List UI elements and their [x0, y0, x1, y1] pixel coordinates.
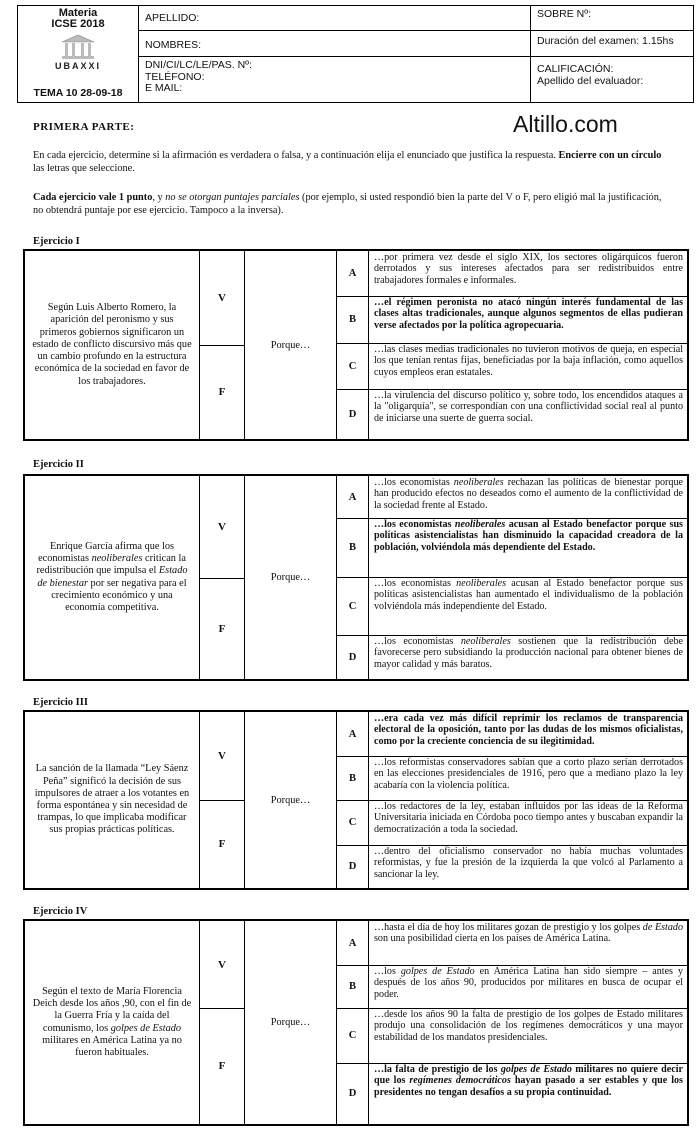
- option-part: …los: [374, 966, 401, 977]
- statement-italic: Estado de bienestar: [37, 565, 188, 589]
- option-part: rechazan las políticas de bienestar porque han producido efectos no deseados como el aumento de la conflictividad de la sociedad frente al Estado.: [374, 477, 683, 511]
- exercise-statement: [25, 476, 200, 679]
- false-option[interactable]: F: [200, 1008, 245, 1124]
- option-letter[interactable]: D: [337, 845, 369, 888]
- option-text: [369, 921, 687, 965]
- option-text: …los reformistas conservadores sabían que a corto plazo serían derrotados en las elecciones presidenciales de 1916, pero que a mediano plazo la ley acabaría con la violencia política.: [374, 757, 683, 791]
- dni-label: DNI/CI/LC/LE/PAS. Nº:: [145, 59, 252, 71]
- exam-header: [17, 5, 694, 103]
- exercise-4: [23, 919, 689, 1126]
- option-letter[interactable]: C: [337, 800, 369, 845]
- option-part: …hasta el día de hoy los militares gozan de prestigio y los golpes: [374, 922, 643, 933]
- exercise-2: [23, 474, 689, 681]
- names-field[interactable]: NOMBRES:: [139, 31, 531, 57]
- option-text: [369, 1063, 687, 1124]
- option-italic: golpes de Estado: [400, 966, 475, 977]
- option-letter[interactable]: C: [337, 1008, 369, 1063]
- exercise-1: [23, 249, 689, 441]
- false-option[interactable]: F: [200, 578, 245, 679]
- option-text: [369, 1008, 687, 1063]
- option-letter[interactable]: A: [337, 251, 369, 296]
- option-text: [369, 518, 687, 577]
- statement-part: militares en América Latina ya no fueron habituales.: [42, 1034, 182, 1058]
- option-part: …los economistas: [374, 519, 455, 530]
- surname-field[interactable]: APELLIDO:: [139, 6, 531, 31]
- option-italic: de Estado: [642, 922, 683, 933]
- statement-italic: neoliberales: [91, 553, 143, 565]
- instructions-bold: Encierre con un círculo: [558, 150, 662, 161]
- columns-icon: [60, 34, 96, 60]
- option-italic: neoliberales: [454, 519, 506, 530]
- exercise-title: Ejercicio II: [33, 459, 84, 470]
- true-option[interactable]: V: [200, 251, 245, 345]
- option-text: …dentro del oficialismo conservador no había muchas voluntades reformistas, y fue la presión de la izquierda la que volcó al Parlamento a sancionar la ley.: [374, 846, 683, 880]
- option-letter[interactable]: D: [337, 1063, 369, 1124]
- envelope-number-field[interactable]: SOBRE Nº:: [531, 6, 693, 31]
- option-letter[interactable]: D: [337, 635, 369, 679]
- option-italic: neoliberales: [453, 477, 504, 488]
- false-option[interactable]: F: [200, 800, 245, 888]
- true-option[interactable]: V: [200, 921, 245, 1008]
- true-option[interactable]: V: [200, 712, 245, 800]
- option-text: [369, 635, 687, 679]
- exercise-title: Ejercicio III: [33, 697, 88, 708]
- exam-duration: Duración del examen: 1.15hs: [531, 31, 693, 57]
- option-part: …los economistas: [374, 636, 461, 647]
- email-label: E MAIL:: [145, 82, 183, 94]
- option-letter[interactable]: B: [337, 518, 369, 577]
- option-letter[interactable]: C: [337, 577, 369, 635]
- because-label: Porque…: [245, 251, 337, 439]
- option-italic: neoliberales: [456, 578, 507, 589]
- option-text: …el régimen peronista no atacó ningún interés fundamental de las clases altas tradicionales, aunque algunos segmentos de ellas pudieran verse afectados por la política agropecuaria.: [374, 297, 683, 331]
- option-part: acusan al Estado benefactor porque sus políticas asistencialistas han aumentado el individualismo de la población volviéndola más independiente del Estado.: [374, 578, 683, 612]
- evaluator-label: Apellido del evaluador:: [537, 74, 644, 87]
- option-text: …era cada vez más difícil reprimir los reclamos de transparencia electoral de la oposición, tanto por las dudas de los mismos oficialistas, como por la creciente conciencia de su ilegitimidad.: [374, 713, 683, 747]
- exam-topic: TEMA 10 28-09-18: [33, 87, 123, 99]
- option-italic: golpes de Estado: [500, 1064, 572, 1075]
- subject-code: ICSE 2018: [51, 18, 105, 30]
- statement-italic: golpes de Estado: [110, 1022, 182, 1034]
- because-label: Porque…: [245, 921, 337, 1124]
- exercise-title: Ejercicio I: [33, 236, 80, 247]
- statement-part: por ser negativa para el crecimiento económico y una economía competitiva.: [51, 577, 187, 613]
- option-text: …la virulencia del discurso político y, sobre todo, los encendidos ataques a la "oligarquía", se correspondían con una conflictividad social real al punto de iniciarse una suerte de guerra social.: [374, 390, 683, 424]
- option-text: …por primera vez desde el siglo XIX, los sectores oligárquicos fueron derrotados y sus intereses afectados para ser redistribuidos entre trabajadores formales e informales.: [374, 252, 683, 286]
- true-option[interactable]: V: [200, 476, 245, 578]
- option-part: hayan pasado a ser estables y que los presidentes no tengan desafíos a su propia continuidad.: [374, 1075, 683, 1098]
- option-letter[interactable]: A: [337, 921, 369, 965]
- option-part: militares no quiere decir que los: [374, 1064, 683, 1087]
- scoring-mid: , y: [152, 192, 166, 203]
- phone-label: TELÉFONO:: [145, 70, 205, 83]
- option-italic: regímenes democráticos: [409, 1075, 511, 1087]
- option-letter[interactable]: B: [337, 965, 369, 1008]
- instructions-text: En cada ejercicio, determine si la afirmación es verdadera o falsa, y a continuación elija el enunciado que justifica la respuesta.: [33, 150, 556, 161]
- option-part: en América Latina han sido siempre – antes y después de los años 90, producidos por militares en busca de ocupar el poder.: [374, 966, 683, 1000]
- grade-label: CALIFICACIÓN:: [537, 63, 614, 75]
- option-letter[interactable]: D: [337, 389, 369, 439]
- scoring-bold: Cada ejercicio vale 1 punto: [33, 192, 153, 203]
- option-text: [369, 577, 687, 635]
- option-part: acusan al Estado benefactor porque sus políticas asistencialistas han disminuido la capacidad creadora de la población, volviéndola más dependiente del Estado.: [374, 519, 683, 553]
- id-contact-field[interactable]: [139, 57, 531, 102]
- option-text: [369, 476, 687, 518]
- because-label: Porque…: [245, 712, 337, 888]
- option-text: …las clases medias tradicionales no tuvieron motivos de queja, en especial los que tenían rentas fijas, beneficiadas por la baja inflación, como aquellos cuyos empleos eran estatales.: [374, 344, 683, 378]
- option-text: [369, 965, 687, 1008]
- statement-part: critican la redistribución que impulsa el: [36, 553, 186, 577]
- option-letter[interactable]: B: [337, 756, 369, 800]
- exercise-3: [23, 710, 689, 890]
- option-part: …los economistas: [374, 578, 457, 589]
- option-part: …desde los años 90 la falta de prestigio de los golpes de Estado militares produjo una consolidación de los regímenes democráticos y una mayor estabilidad de los mandatos presidenciales.: [374, 1009, 683, 1043]
- exercise-statement: [25, 921, 200, 1124]
- option-part: …la falta de prestigio de los: [374, 1064, 501, 1075]
- instructions-tail: las letras que seleccione.: [33, 162, 135, 174]
- option-letter[interactable]: A: [337, 712, 369, 756]
- statement-part: Según el texto de María Florencia Deich desde los años ,90, con el fin de la Guerra Fría y la caída del comunismo, los: [32, 985, 192, 1034]
- option-part: sostienen que la redistribución debe favorecerse pero subsidiando la producción nacional para obtener bienes de mayor calidad y más baratos.: [374, 636, 683, 670]
- false-option[interactable]: F: [200, 345, 245, 439]
- scoring-tail: (por ejemplo, si usted respondió bien la parte del V o F, pero eligió mal la justificación, no obtendrá puntaje por ese ejercicio. Tampoco a la inversa).: [33, 192, 662, 216]
- ubaxxi-logo: [48, 34, 108, 72]
- section-title: PRIMERA PARTE:: [33, 121, 135, 133]
- exercise-title: Ejercicio IV: [33, 906, 88, 917]
- option-text: …los redactores de la ley, estaban influidos por las ideas de la Reforma Universitaria iniciada en Córdoba poco tiempo antes y buscaban expandir la democratización a toda la sociedad.: [374, 801, 683, 835]
- logo-text: UBAXXI: [54, 61, 101, 71]
- option-letter[interactable]: A: [337, 476, 369, 518]
- exercise-statement: La sanción de la llamada “Ley Sáenz Peña” significó la decisión de sus impulsores de atraer a los votantes en forma espontánea y sin necesidad de trampas, lo que implicaba modificar sus propias prácticas políticas.: [25, 712, 200, 888]
- subject-label: Materia: [58, 7, 98, 19]
- option-italic: neoliberales: [460, 636, 511, 647]
- option-letter[interactable]: B: [337, 296, 369, 343]
- because-label: Porque…: [245, 476, 337, 679]
- statement-part: Enrique García afirma que los economistas: [38, 540, 175, 565]
- scoring-italic: no se otorgan puntajes parciales: [165, 192, 300, 203]
- watermark: Altillo.com: [513, 111, 618, 137]
- option-part: …los economistas: [374, 477, 454, 488]
- scoring-paragraph: [33, 192, 673, 217]
- option-letter[interactable]: C: [337, 343, 369, 389]
- subject-logo-cell: [18, 6, 139, 102]
- instructions-paragraph: [33, 150, 673, 175]
- option-part: son una posibilidad cierta en los países de América Latina.: [374, 933, 611, 945]
- exercise-statement: Según Luis Alberto Romero, la aparición del peronismo y sus primeros gobiernos significaron un estado de conflicto discursivo más que un cambio profundo en la estructura económica de la sociedad en favor de los trabajadores.: [25, 251, 200, 439]
- grade-field[interactable]: [531, 57, 693, 102]
